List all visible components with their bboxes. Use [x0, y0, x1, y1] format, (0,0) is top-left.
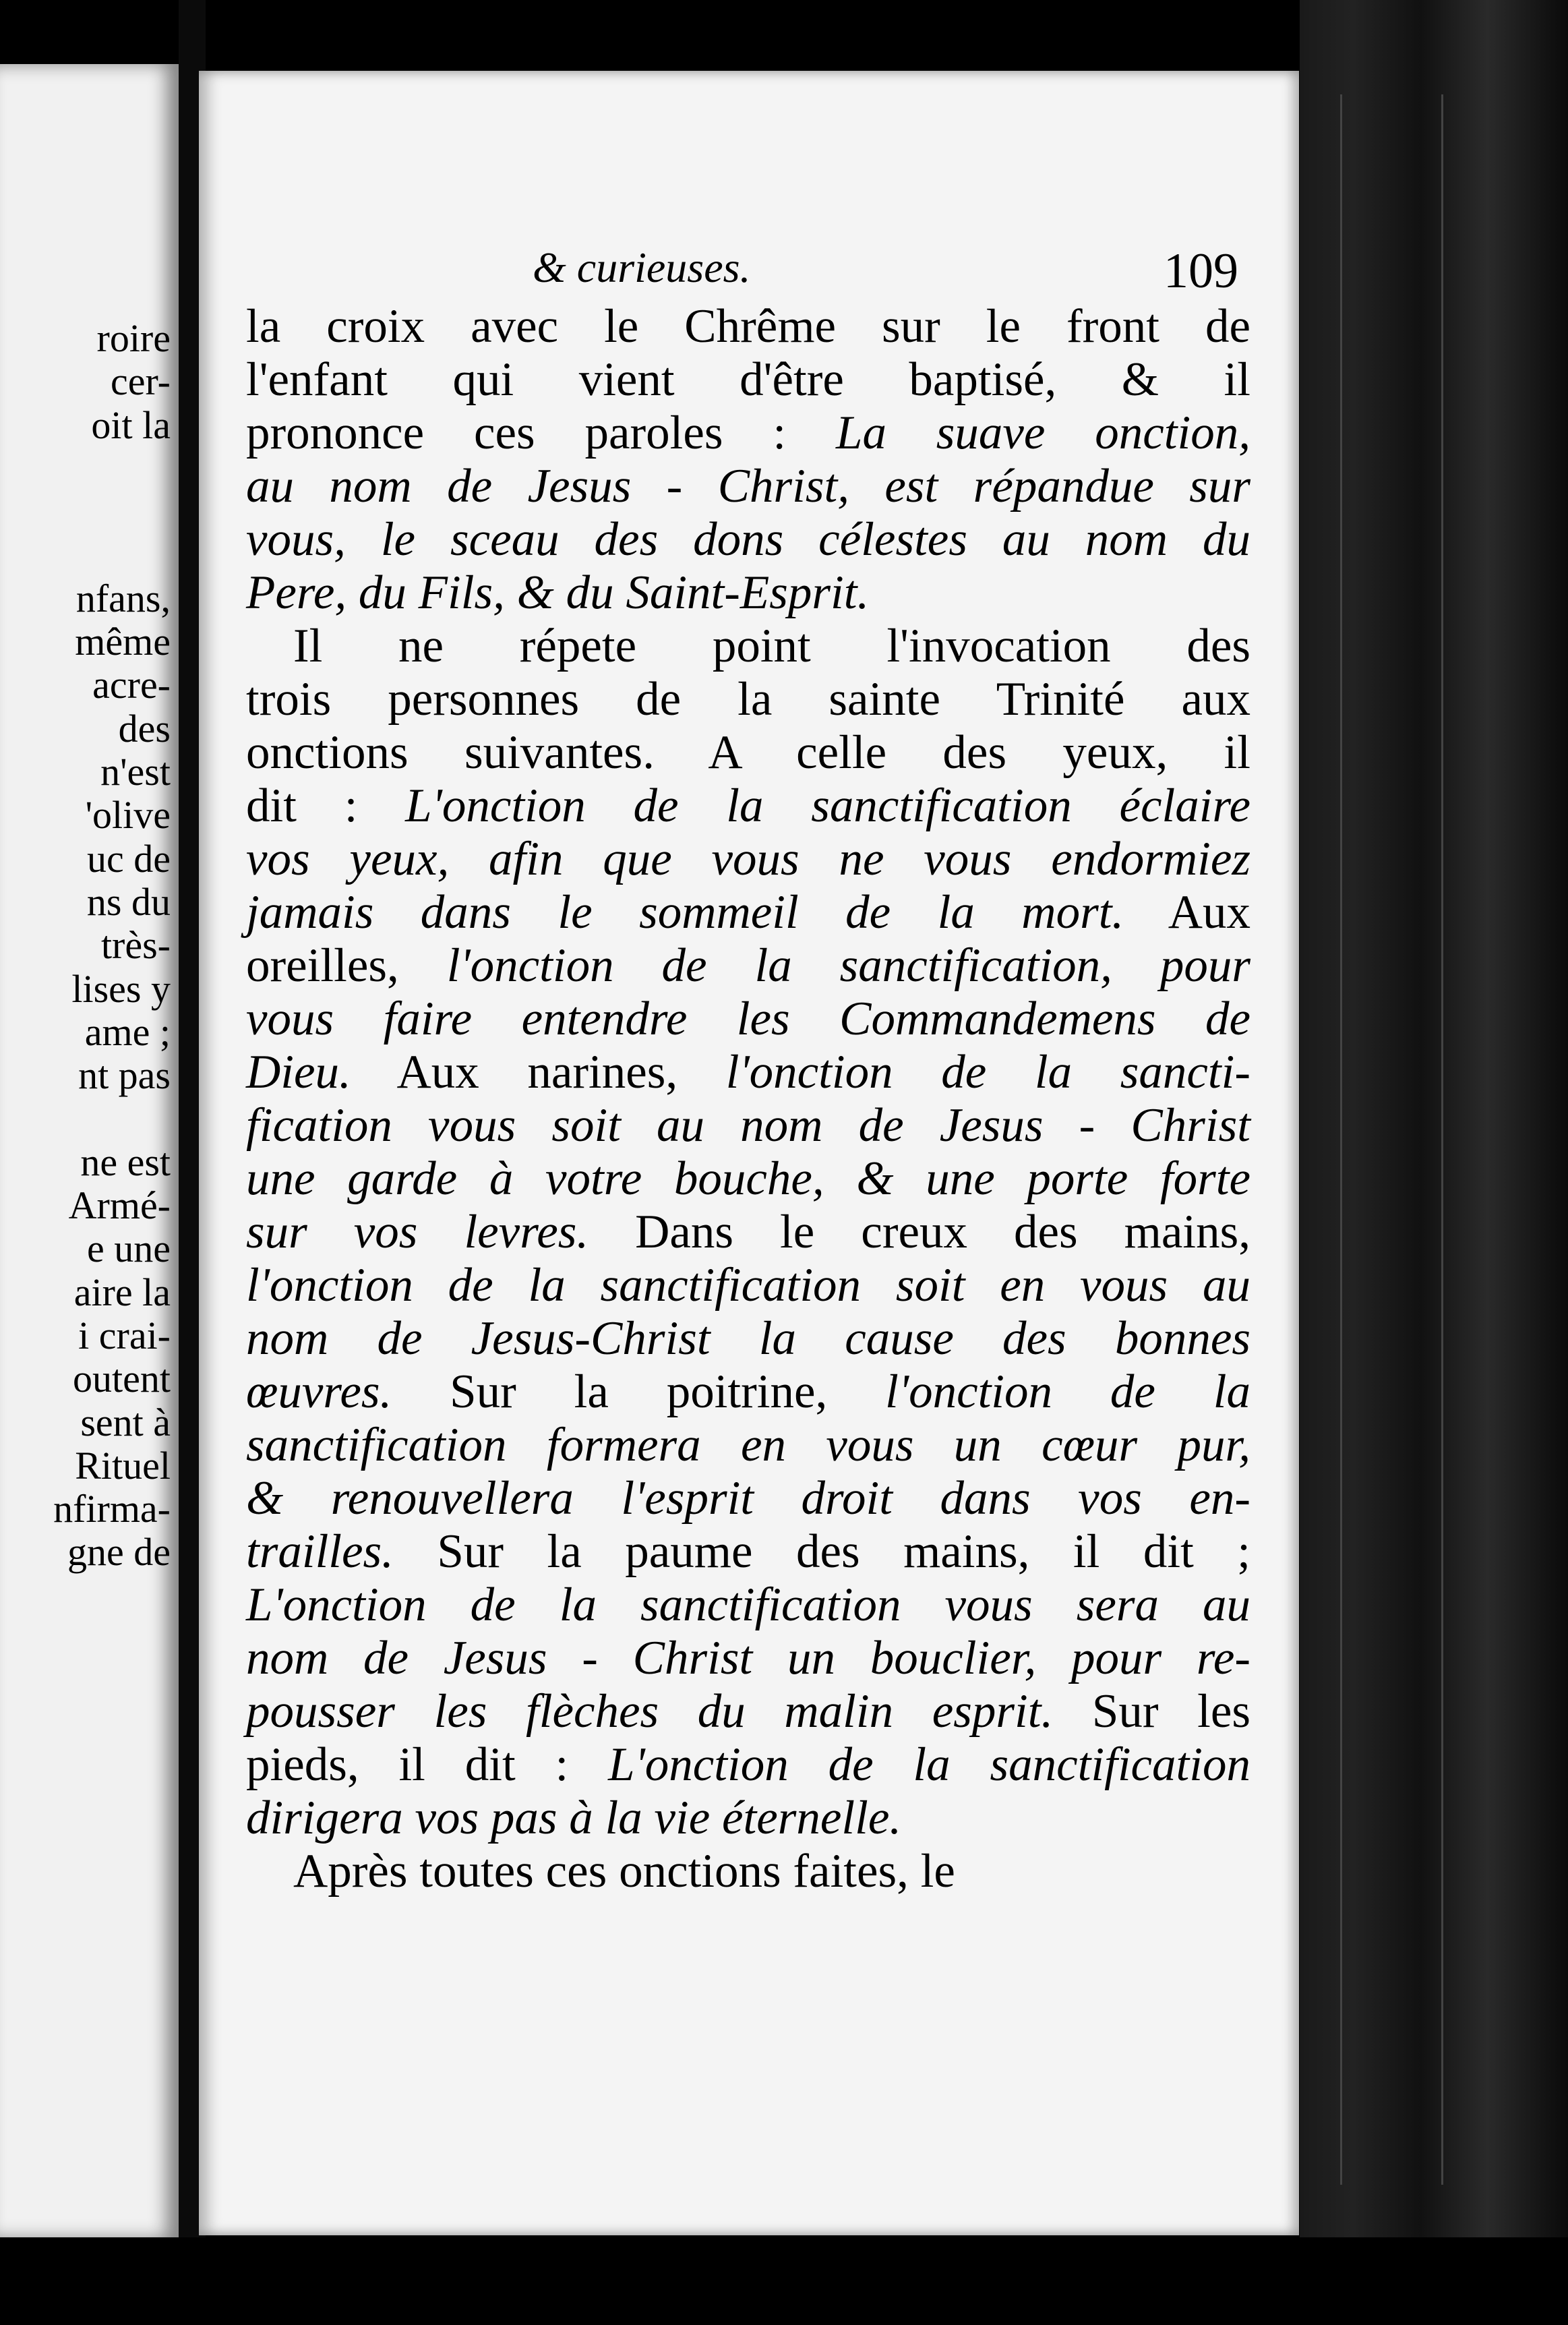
italic-span: L'onction de la sanctification [608, 1738, 1251, 1791]
text-line [246, 1845, 1250, 1898]
text-line [246, 833, 1250, 886]
italic-span: trailles. [246, 1525, 394, 1578]
italic-span: œuvres. [246, 1365, 392, 1418]
left-page-line: uc de [87, 836, 171, 881]
italic-span: La suave onction, [835, 407, 1250, 459]
left-page-line: sent à [80, 1400, 171, 1444]
italic-span: l'onction de la sanctification, pour [446, 939, 1250, 992]
text-line [246, 886, 1250, 939]
text-line [246, 939, 1250, 993]
roman-span: oreilles, [246, 939, 447, 992]
roman-span: dit : [246, 779, 406, 832]
roman-span: Aux [1124, 886, 1250, 939]
italic-span: Dieu. [246, 1046, 351, 1098]
italic-span: l'onction de la sancti- [725, 1046, 1250, 1098]
running-title: & curieuses. [533, 243, 751, 291]
left-page-line: très- [100, 923, 171, 968]
text-line [246, 1152, 1250, 1206]
edge-line [1441, 94, 1443, 2185]
left-page-line: même [75, 620, 171, 664]
roman-span: Dans le creux des mains, [589, 1206, 1250, 1258]
left-page-line: nfirma- [53, 1487, 171, 1531]
roman-span: Aux narines, [351, 1046, 726, 1098]
left-page-line: e une [87, 1227, 171, 1271]
left-page-line: cer- [111, 359, 171, 404]
roman-span: l'enfant qui vient d'être baptisé, & il [246, 353, 1250, 406]
roman-span: la croix avec le Chrême sur le front de [246, 300, 1250, 353]
text-line [246, 1419, 1250, 1472]
italic-span: l'onction de la [885, 1365, 1250, 1418]
text-line [246, 1632, 1250, 1685]
page-number: 109 [1164, 243, 1238, 299]
book-edge [1300, 0, 1568, 2325]
italic-span: au nom de Jesus - Christ, est répandue sur [246, 460, 1250, 512]
left-page [0, 64, 179, 2239]
text-line [246, 620, 1250, 673]
italic-span: jamais dans le sommeil de la mort. [246, 886, 1124, 939]
text-line [246, 673, 1250, 726]
roman-span: Sur la poitrine, [392, 1365, 886, 1418]
left-page-line: lises y [71, 966, 171, 1011]
bottom-background [0, 2237, 1568, 2325]
text-line [246, 1099, 1250, 1152]
page-header [199, 243, 1299, 303]
edge-line [1340, 94, 1342, 2185]
left-page-line: oit la [91, 403, 171, 447]
text-line [246, 513, 1250, 566]
roman-span: trois personnes de la sainte Trinité aux [246, 673, 1250, 726]
roman-span: Après toutes ces onctions faites, le [293, 1845, 955, 1897]
left-page-line: ns du [86, 879, 171, 924]
left-page-line: nt pas [78, 1053, 171, 1098]
left-page-line: ame ; [84, 1009, 171, 1054]
italic-span: L'onction de la sanctification éclaire [405, 779, 1250, 832]
left-page-line: des [118, 706, 171, 751]
left-page-line: ne est [80, 1140, 171, 1184]
roman-span: Sur la paume des mains, il dit ; [393, 1525, 1250, 1578]
left-page-line: Rituel [75, 1443, 171, 1488]
left-page-line: gne de [67, 1530, 171, 1574]
text-line [246, 1738, 1250, 1792]
roman-span: Sur les [1053, 1685, 1250, 1738]
left-page-line: acre- [92, 663, 171, 707]
left-page-line: aire la [73, 1270, 171, 1314]
text-line [246, 1365, 1250, 1419]
text-line [246, 1206, 1250, 1259]
text-line [246, 1312, 1250, 1365]
italic-span: sanctification formera en vous un cœur pur, [246, 1419, 1250, 1471]
text-line [246, 353, 1250, 407]
left-page-line: outent [73, 1357, 171, 1401]
roman-span: pieds, il dit : [246, 1738, 609, 1791]
right-page [199, 71, 1299, 2235]
italic-span: vous, le sceau des dons célestes au nom du [246, 513, 1250, 566]
italic-span: dirigera vos pas à la vie éternelle. [246, 1792, 902, 1844]
text-line [246, 1685, 1250, 1738]
left-page-line: i crai- [78, 1313, 171, 1357]
left-page-line: n'est [100, 750, 171, 794]
italic-span: fication vous soit au nom de Jesus - Christ [246, 1099, 1250, 1152]
italic-span: & renouvellera l'esprit droit dans vos en- [246, 1472, 1250, 1525]
text-line [246, 460, 1250, 513]
italic-span: pousser les flèches du malin esprit. [246, 1685, 1054, 1738]
italic-span: Pere, du Fils, & du Saint-Esprit. [246, 566, 870, 619]
roman-span: onctions suivantes. A celle des yeux, il [246, 726, 1250, 779]
italic-span: une garde à votre bouche, & une porte forte [246, 1152, 1250, 1205]
text-line [246, 300, 1250, 353]
text-line [246, 1046, 1250, 1099]
text-line [246, 726, 1250, 779]
italic-span: nom de Jesus - Christ un bouclier, pour re- [246, 1632, 1250, 1684]
text-line [246, 1525, 1250, 1579]
roman-span: Il ne répete point l'invocation des [293, 620, 1250, 672]
left-page-line: roire [96, 316, 171, 360]
text-line [246, 1579, 1250, 1632]
text-line [246, 566, 1250, 620]
italic-span: vous faire entendre les Commandemens de [246, 993, 1250, 1045]
left-page-line: nfans, [76, 576, 171, 620]
text-line [246, 779, 1250, 833]
text-line [246, 1259, 1250, 1312]
italic-span: sur vos levres. [246, 1206, 589, 1258]
italic-span: L'onction de la sanctification vous sera au [246, 1579, 1250, 1631]
body-text [246, 300, 1250, 1898]
left-page-line: 'olive [85, 793, 171, 837]
text-line [246, 1792, 1250, 1845]
text-line [246, 1472, 1250, 1525]
text-line [246, 993, 1250, 1046]
italic-span: vos yeux, afin que vous ne vous endormiez [246, 833, 1250, 885]
italic-span: l'onction de la sanctification soit en vous au [246, 1259, 1250, 1312]
roman-span: prononce ces paroles : [246, 407, 836, 459]
text-line [246, 407, 1250, 460]
left-page-line: Armé- [68, 1183, 171, 1227]
italic-span: nom de Jesus-Christ la cause des bonnes [246, 1312, 1250, 1365]
